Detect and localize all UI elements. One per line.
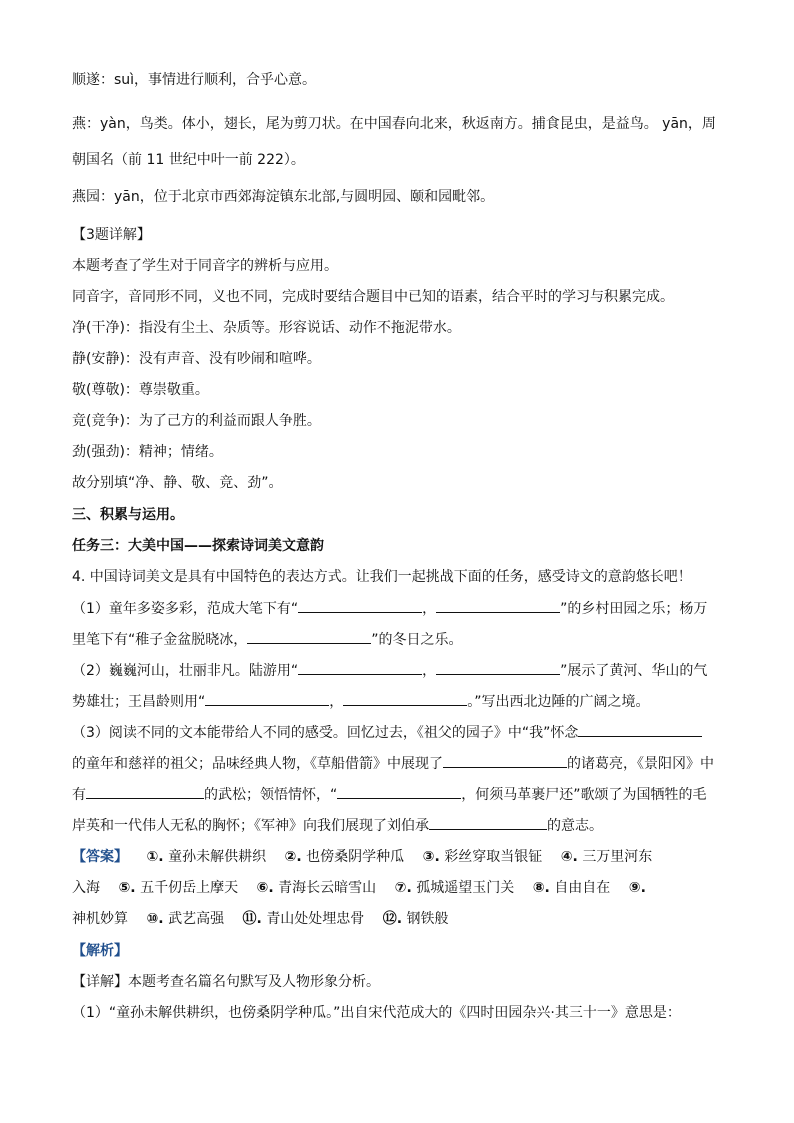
- answer-item: ⑧. 自由自在: [532, 880, 611, 896]
- text-line: 故分别填“净、静、敬、竞、劲”。: [72, 475, 283, 491]
- answer-item: ⑩. 武艺高强: [146, 911, 225, 927]
- analysis-label: 【解析】: [72, 943, 128, 959]
- answer-item: ⑥. 青海长云暗雪山: [256, 880, 377, 896]
- question-2-line-2: 势雄壮；王昌龄则用“ ， 。”写出西北边陲的广阔之境。: [72, 691, 650, 712]
- answer-item: ⑪. 青山处处埋忠骨: [242, 911, 365, 927]
- answer-blank[interactable]: [86, 784, 204, 799]
- detail-text: 本题考查名篇名句默写及人物形象分析。: [128, 974, 380, 990]
- answer-blank[interactable]: [578, 722, 702, 737]
- answer-item-number: ⑨.: [628, 880, 646, 896]
- answer-blank[interactable]: [436, 660, 560, 675]
- answer-blank[interactable]: [247, 629, 371, 644]
- text-line: 净(干净)：指没有尘土、杂质等。形容说话、动作不拖泥带水。: [72, 320, 461, 336]
- answer-line-2: [72, 878, 646, 898]
- answer-item: ⑤. 五千仞岳上摩天: [118, 880, 239, 896]
- text-line: 劲(强劲)：精神；情绪。: [72, 444, 223, 460]
- text-line: 同音字，音同形不同，义也不同，完成时要结合题目中已知的语素，结合平时的学习与积累完成。: [72, 289, 674, 305]
- answer-item: ④. 三万里河东: [560, 849, 653, 865]
- detail-line: [72, 972, 380, 992]
- text-line: 顺遂：suì，事情进行顺利，合乎心意。: [72, 72, 317, 88]
- answer-line-3: [72, 909, 449, 929]
- text-line: 朝国名（前 11 世纪中叶一前 222）。: [72, 152, 305, 168]
- answer-blank[interactable]: [343, 691, 467, 706]
- detail-label: 【详解】: [72, 974, 128, 990]
- question-1-line-2: 里笔下有“稚子金盆脱晓冰， ”的冬日之乐。: [72, 629, 463, 650]
- question-stem: 4. 中国诗词美文是具有中国特色的表达方式。让我们一起挑战下面的任务，感受诗文的意韵悠长吧！: [72, 569, 692, 585]
- question-3-line-4: 岸英和一代伟人无私的胸怀；《军神》向我们展现了刘伯承 的意志。: [72, 815, 603, 836]
- answer-blank[interactable]: [443, 753, 567, 768]
- text-line: 燕：yàn，鸟类。体小，翅长，尾为剪刀状。在中国春向北来，秋返南方。捕食昆虫，是益鸟。 yān，周: [72, 116, 716, 132]
- question-3-line-3: 有 的武松；领悟情怀，“ ，何须马革裹尸还”歌颂了为国牺牲的毛: [72, 784, 707, 805]
- text-line: 本题考查了学生对于同音字的辨析与应用。: [72, 258, 338, 274]
- answer-item: ①. 童孙未解供耕织: [146, 849, 267, 865]
- text-line: （1）“童孙未解供耕织，也傍桑阴学种瓜。”出自宋代范成大的《四时田园杂兴·其三十一》意思是：: [72, 1005, 681, 1021]
- answer-blank[interactable]: [337, 784, 461, 799]
- answer-blank[interactable]: [436, 598, 560, 613]
- answer-blank[interactable]: [429, 815, 547, 830]
- question-1-line-1: （1）童年多姿多彩，范成大笔下有“ ， ”的乡村田园之乐；杨万: [72, 598, 707, 619]
- answer-blank[interactable]: [298, 660, 422, 675]
- question-2-line-1: （2）巍巍河山，壮丽非凡。陆游用“ ， ”展示了黄河、华山的气: [72, 660, 707, 681]
- answer-item: ⑦. 孤城遥望玉门关: [394, 880, 515, 896]
- answer-blank[interactable]: [205, 691, 329, 706]
- answer-item: ②. 也傍桑阴学种瓜: [284, 849, 405, 865]
- text-line: 燕园：yān，位于北京市西郊海淀镇东北部,与圆明园、颐和园毗邻。: [72, 189, 495, 205]
- question-3-line-1: （3）阅读不同的文本能带给人不同的感受。回忆过去，《祖父的园子》中“我”怀念: [72, 722, 702, 743]
- text-line: 静(安静)：没有声音、没有吵闹和喧哗。: [72, 351, 321, 367]
- answer-item-continued: 入海: [72, 880, 100, 896]
- task-heading: 任务三：大美中国——探索诗词美文意韵: [72, 538, 324, 554]
- answer-label: 【答案】: [72, 849, 128, 865]
- answer-line-1: [72, 847, 652, 867]
- text-line: 竞(竞争)：为了己方的利益而跟人争胜。: [72, 413, 321, 429]
- answer-item: ③. 彩丝穿取当银钲: [422, 849, 543, 865]
- section-label: 【3题详解】: [72, 227, 151, 243]
- answer-item-continued: 神机妙算: [72, 911, 128, 927]
- answer-blank[interactable]: [298, 598, 422, 613]
- answer-item: ⑫. 钢铁般: [382, 911, 449, 927]
- text-line: 敬(尊敬)：尊崇敬重。: [72, 382, 209, 398]
- question-3-line-2: 的童年和慈祥的祖父；品味经典人物，《草船借箭》中展现了 的诸葛亮，《景阳冈》中: [72, 753, 714, 774]
- section-heading: 三、积累与运用。: [72, 507, 184, 523]
